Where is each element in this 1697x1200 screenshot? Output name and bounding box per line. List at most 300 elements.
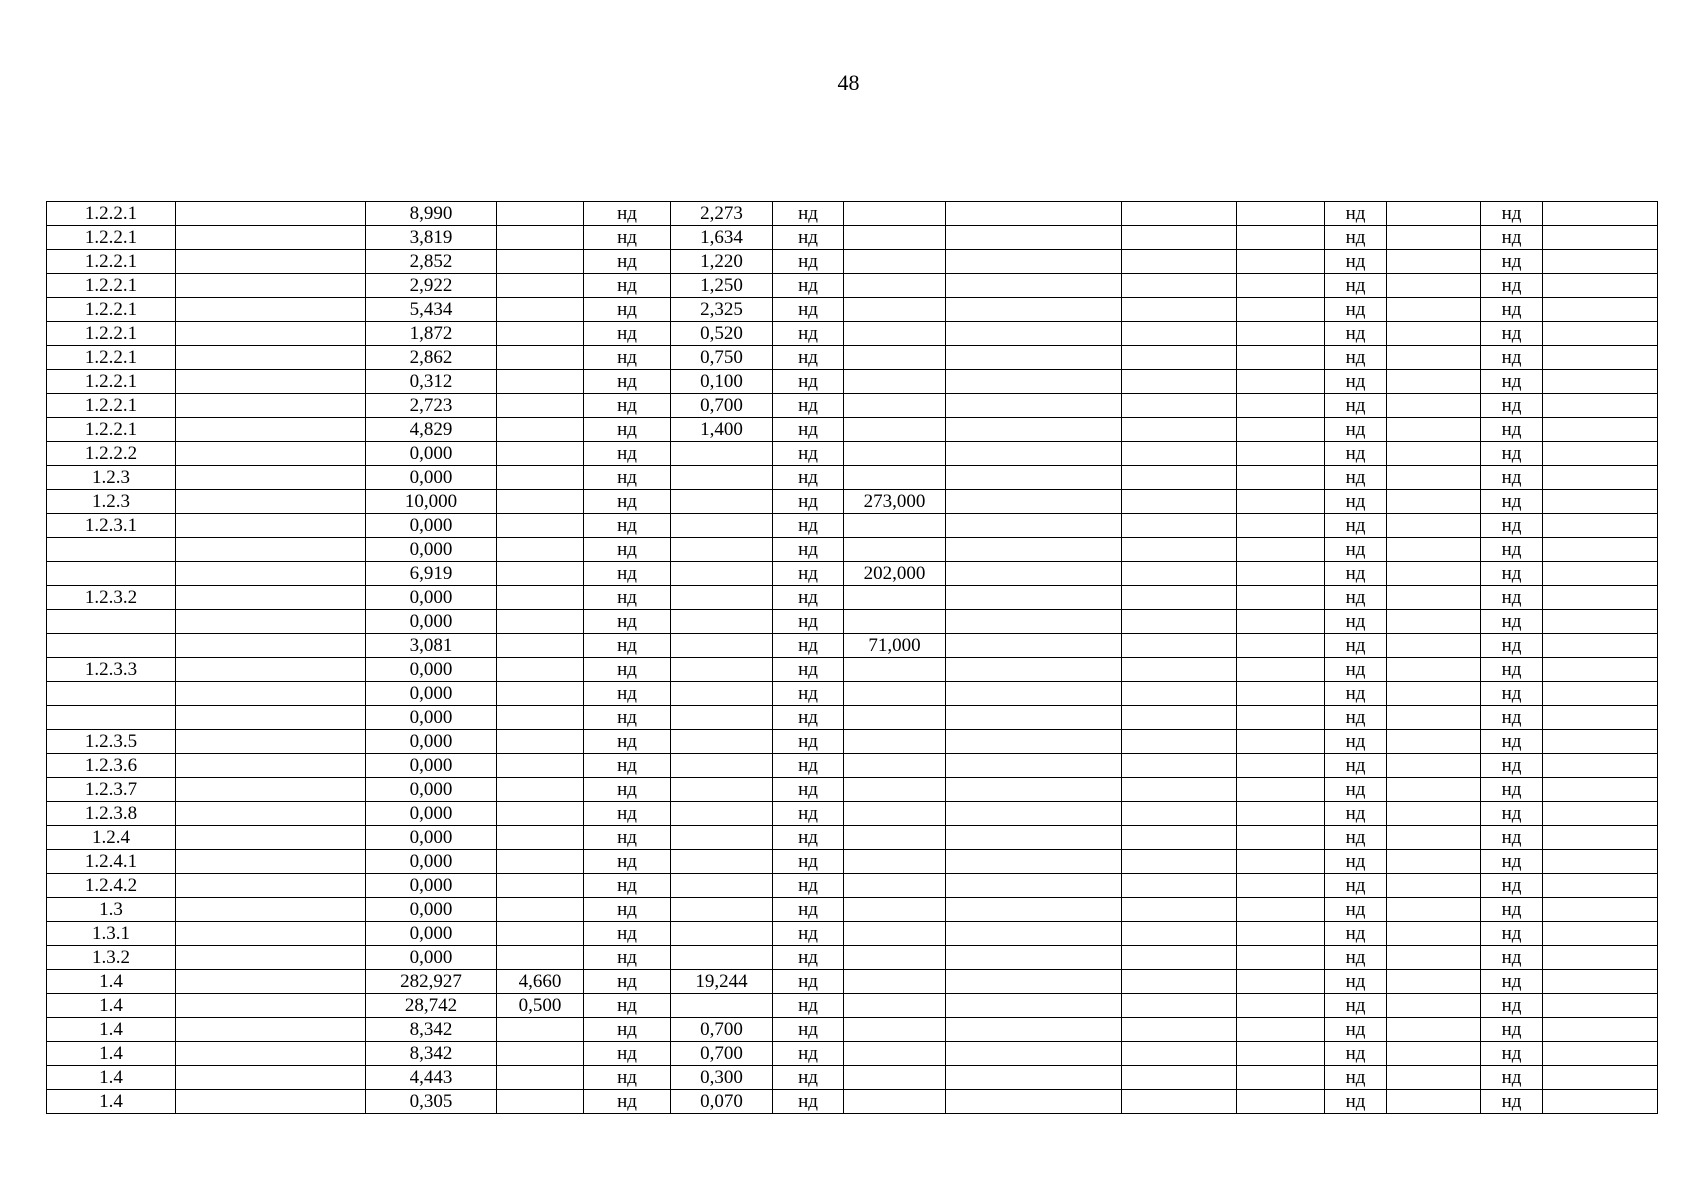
table-cell	[844, 682, 946, 706]
table-cell: нд	[773, 706, 844, 730]
table-cell	[176, 730, 366, 754]
table-cell: 0,000	[366, 586, 497, 610]
table-cell	[1237, 874, 1325, 898]
table-cell: 1,400	[671, 418, 773, 442]
table-cell: нд	[1481, 922, 1543, 946]
table-cell	[1387, 394, 1481, 418]
table-cell: 1.2.2.1	[47, 346, 176, 370]
table-cell	[946, 706, 1122, 730]
table-cell	[176, 946, 366, 970]
table-cell	[1387, 1066, 1481, 1090]
table-cell	[844, 922, 946, 946]
table-cell: 8,342	[366, 1018, 497, 1042]
table-cell	[1122, 850, 1237, 874]
table-cell	[1237, 682, 1325, 706]
table-cell	[1387, 682, 1481, 706]
table-cell	[844, 874, 946, 898]
table-cell: нд	[773, 346, 844, 370]
table-cell	[1122, 730, 1237, 754]
table-cell	[946, 514, 1122, 538]
table-cell	[1237, 442, 1325, 466]
table-cell	[946, 250, 1122, 274]
table-cell: 1,634	[671, 226, 773, 250]
table-cell: нд	[1325, 514, 1387, 538]
table-cell	[946, 322, 1122, 346]
table-cell	[176, 802, 366, 826]
table-cell: нд	[773, 874, 844, 898]
table-cell	[497, 394, 584, 418]
table-cell: 0,000	[366, 538, 497, 562]
table-cell	[176, 250, 366, 274]
table-cell: 1.2.2.2	[47, 442, 176, 466]
table-cell	[176, 586, 366, 610]
table-cell	[1122, 418, 1237, 442]
table-cell	[1237, 322, 1325, 346]
table-cell: 0,000	[366, 802, 497, 826]
table-cell	[1237, 658, 1325, 682]
table-cell: 1.4	[47, 1018, 176, 1042]
table-cell: нд	[1481, 682, 1543, 706]
table-cell: нд	[773, 274, 844, 298]
table-row	[47, 898, 1658, 922]
table-cell: нд	[773, 442, 844, 466]
table-cell: нд	[584, 634, 671, 658]
table-cell	[497, 514, 584, 538]
table-cell: 1.2.4.1	[47, 850, 176, 874]
table-cell	[1237, 490, 1325, 514]
table-cell	[1387, 202, 1481, 226]
table-cell: нд	[1325, 634, 1387, 658]
table-row	[47, 1090, 1658, 1114]
table-row	[47, 442, 1658, 466]
table-row	[47, 682, 1658, 706]
table-cell	[844, 994, 946, 1018]
table-cell: 0,070	[671, 1090, 773, 1114]
table-cell: нд	[584, 1090, 671, 1114]
table-cell: нд	[773, 946, 844, 970]
table-row	[47, 226, 1658, 250]
table-cell	[946, 634, 1122, 658]
table-cell	[1237, 298, 1325, 322]
table-cell	[1387, 1018, 1481, 1042]
table-cell	[844, 1042, 946, 1066]
table-cell	[844, 370, 946, 394]
table-cell: нд	[1481, 1090, 1543, 1114]
table-row	[47, 1018, 1658, 1042]
table-cell	[671, 442, 773, 466]
page-number: 48	[837, 70, 860, 95]
table-cell	[671, 922, 773, 946]
table-cell: нд	[1481, 538, 1543, 562]
table-cell	[1122, 538, 1237, 562]
table-row	[47, 586, 1658, 610]
table-cell: нд	[1481, 730, 1543, 754]
table-cell: нд	[773, 226, 844, 250]
table-cell: нд	[773, 682, 844, 706]
table-cell	[1543, 1066, 1658, 1090]
table-cell	[671, 538, 773, 562]
table-cell: нд	[1481, 1066, 1543, 1090]
table-cell: нд	[1481, 490, 1543, 514]
table-cell: 1.2.3.5	[47, 730, 176, 754]
table-cell	[671, 490, 773, 514]
table-cell: нд	[584, 562, 671, 586]
table-cell	[1543, 898, 1658, 922]
table-cell: 1.2.3.3	[47, 658, 176, 682]
table-cell	[1122, 586, 1237, 610]
table-row	[47, 730, 1658, 754]
table-cell: 1,220	[671, 250, 773, 274]
table-cell: 1,872	[366, 322, 497, 346]
table-cell	[1387, 970, 1481, 994]
table-cell: нд	[584, 274, 671, 298]
table-row	[47, 922, 1658, 946]
table-cell: 0,000	[366, 466, 497, 490]
table-cell	[1387, 754, 1481, 778]
table-cell: 1.2.2.1	[47, 202, 176, 226]
table-cell	[497, 538, 584, 562]
table-cell: нд	[773, 538, 844, 562]
table-cell: нд	[584, 466, 671, 490]
table-cell: 2,852	[366, 250, 497, 274]
table-cell: нд	[1325, 922, 1387, 946]
table-cell: 0,000	[366, 898, 497, 922]
table-cell	[946, 226, 1122, 250]
table-cell	[1387, 922, 1481, 946]
table-cell: нд	[584, 514, 671, 538]
table-cell	[844, 802, 946, 826]
table-cell: 0,000	[366, 730, 497, 754]
table-cell: нд	[1325, 346, 1387, 370]
table-cell: нд	[773, 1042, 844, 1066]
table-cell	[1237, 754, 1325, 778]
table-cell: 6,919	[366, 562, 497, 586]
table-cell: нд	[773, 202, 844, 226]
table-row	[47, 706, 1658, 730]
table-cell	[844, 514, 946, 538]
table-cell: нд	[1325, 442, 1387, 466]
table-cell: 0,700	[671, 1018, 773, 1042]
table-cell	[1543, 586, 1658, 610]
table-cell	[1122, 682, 1237, 706]
table-cell: нд	[1481, 970, 1543, 994]
table-cell	[176, 226, 366, 250]
table-cell	[1543, 394, 1658, 418]
table-cell	[844, 250, 946, 274]
table-cell: нд	[1481, 466, 1543, 490]
table-cell: 1.2.4	[47, 826, 176, 850]
table-cell: нд	[1325, 370, 1387, 394]
table-cell	[1122, 1018, 1237, 1042]
table-cell	[1543, 418, 1658, 442]
table-cell	[1543, 226, 1658, 250]
table-cell	[1237, 346, 1325, 370]
table-cell	[844, 346, 946, 370]
table-cell: нд	[1481, 370, 1543, 394]
table-cell	[1543, 250, 1658, 274]
table-cell: нд	[1481, 706, 1543, 730]
table-cell	[1122, 898, 1237, 922]
table-cell: нд	[1325, 394, 1387, 418]
table-cell: нд	[1481, 394, 1543, 418]
table-cell	[497, 946, 584, 970]
table-cell: 1.2.2.1	[47, 370, 176, 394]
table-cell: нд	[773, 754, 844, 778]
table-cell: нд	[1325, 1042, 1387, 1066]
table-cell	[497, 226, 584, 250]
table-cell	[946, 202, 1122, 226]
table-cell: нд	[773, 514, 844, 538]
table-cell: нд	[1325, 706, 1387, 730]
table-row	[47, 946, 1658, 970]
table-cell: нд	[773, 826, 844, 850]
table-cell: нд	[584, 202, 671, 226]
table-cell: нд	[773, 298, 844, 322]
table-cell: 1.2.3	[47, 490, 176, 514]
table-cell: нд	[584, 730, 671, 754]
table-cell: 1.2.2.1	[47, 226, 176, 250]
table-cell: 1.2.3.6	[47, 754, 176, 778]
table-cell: 0,000	[366, 778, 497, 802]
table-cell	[1122, 202, 1237, 226]
table-cell: нд	[1325, 778, 1387, 802]
table-cell	[1122, 826, 1237, 850]
table-cell	[1122, 706, 1237, 730]
data-table	[46, 201, 1658, 1114]
table-row	[47, 346, 1658, 370]
table-cell	[671, 610, 773, 634]
table-cell	[176, 1042, 366, 1066]
table-cell	[1387, 1090, 1481, 1114]
table-cell	[1122, 1066, 1237, 1090]
table-cell	[671, 682, 773, 706]
table-cell	[1387, 370, 1481, 394]
table-cell: 1.2.2.1	[47, 298, 176, 322]
table-cell	[497, 634, 584, 658]
table-cell	[497, 322, 584, 346]
table-cell: нд	[1481, 778, 1543, 802]
table-cell	[844, 1066, 946, 1090]
table-cell: нд	[1325, 970, 1387, 994]
table-cell: нд	[584, 298, 671, 322]
table-cell: 0,000	[366, 442, 497, 466]
table-cell	[1543, 970, 1658, 994]
table-cell	[844, 730, 946, 754]
table-cell: нд	[1325, 946, 1387, 970]
table-cell: 8,990	[366, 202, 497, 226]
table-cell: 1.4	[47, 1042, 176, 1066]
table-cell: нд	[1481, 346, 1543, 370]
table-cell: нд	[1325, 610, 1387, 634]
table-cell	[1122, 778, 1237, 802]
table-cell	[176, 754, 366, 778]
table-cell: 1.2.2.1	[47, 274, 176, 298]
table-cell: нд	[1481, 634, 1543, 658]
table-cell	[176, 874, 366, 898]
table-cell	[1122, 1042, 1237, 1066]
table-cell: нд	[773, 490, 844, 514]
table-cell	[497, 586, 584, 610]
table-cell: нд	[584, 250, 671, 274]
table-cell: 0,000	[366, 946, 497, 970]
table-cell	[47, 634, 176, 658]
table-cell: нд	[1325, 682, 1387, 706]
table-cell	[176, 562, 366, 586]
table-cell	[176, 658, 366, 682]
table-cell	[946, 826, 1122, 850]
table-cell	[1237, 850, 1325, 874]
table-cell	[844, 754, 946, 778]
table-cell	[497, 682, 584, 706]
table-cell: нд	[584, 802, 671, 826]
table-row	[47, 538, 1658, 562]
table-cell	[1387, 610, 1481, 634]
table-cell: нд	[584, 706, 671, 730]
table-cell	[946, 610, 1122, 634]
table-row	[47, 658, 1658, 682]
table-cell: 1.2.3.7	[47, 778, 176, 802]
table-cell: нд	[773, 994, 844, 1018]
table-cell	[1122, 802, 1237, 826]
table-row	[47, 754, 1658, 778]
table-cell	[946, 418, 1122, 442]
table-cell	[1387, 250, 1481, 274]
table-cell: нд	[773, 778, 844, 802]
table-cell: 0,305	[366, 1090, 497, 1114]
table-cell	[671, 754, 773, 778]
table-cell	[1543, 802, 1658, 826]
table-cell	[946, 802, 1122, 826]
table-cell	[844, 394, 946, 418]
table-cell: 0,000	[366, 874, 497, 898]
table-cell	[844, 418, 946, 442]
table-cell	[1387, 322, 1481, 346]
table-cell	[1387, 346, 1481, 370]
table-cell: нд	[1325, 898, 1387, 922]
table-cell: нд	[584, 322, 671, 346]
table-cell	[1387, 778, 1481, 802]
table-cell	[1237, 370, 1325, 394]
table-cell: 2,723	[366, 394, 497, 418]
table-cell	[671, 946, 773, 970]
table-cell: нд	[1325, 562, 1387, 586]
table-cell: нд	[1481, 274, 1543, 298]
table-cell	[946, 898, 1122, 922]
table-cell	[1543, 610, 1658, 634]
table-cell	[497, 754, 584, 778]
table-cell	[1387, 514, 1481, 538]
table-cell	[844, 442, 946, 466]
table-cell	[844, 322, 946, 346]
table-row	[47, 1066, 1658, 1090]
table-cell: 1.2.4.2	[47, 874, 176, 898]
table-row	[47, 322, 1658, 346]
table-cell	[946, 1066, 1122, 1090]
table-cell	[1387, 586, 1481, 610]
table-cell	[176, 538, 366, 562]
table-cell: нд	[1481, 442, 1543, 466]
table-cell	[844, 586, 946, 610]
table-cell	[1237, 1018, 1325, 1042]
table-cell: 1.3.2	[47, 946, 176, 970]
table-cell: нд	[1481, 298, 1543, 322]
table-cell	[1543, 850, 1658, 874]
table-cell	[1237, 946, 1325, 970]
table-cell: 1.4	[47, 1090, 176, 1114]
table-cell	[1237, 826, 1325, 850]
table-cell	[1387, 562, 1481, 586]
table-cell	[1387, 994, 1481, 1018]
table-cell	[1543, 490, 1658, 514]
table-cell	[1543, 754, 1658, 778]
table-cell: нд	[773, 610, 844, 634]
table-cell	[1237, 730, 1325, 754]
table-cell	[176, 826, 366, 850]
table-row	[47, 610, 1658, 634]
table-cell	[946, 490, 1122, 514]
table-cell	[844, 298, 946, 322]
table-cell	[844, 826, 946, 850]
table-cell	[1543, 538, 1658, 562]
table-row	[47, 802, 1658, 826]
table-cell	[844, 946, 946, 970]
table-cell	[671, 994, 773, 1018]
table-cell	[1543, 730, 1658, 754]
table-cell	[1122, 922, 1237, 946]
table-cell: 10,000	[366, 490, 497, 514]
table-cell: 0,700	[671, 1042, 773, 1066]
table-cell: нд	[1481, 610, 1543, 634]
table-cell	[1543, 442, 1658, 466]
table-cell	[176, 490, 366, 514]
table-row	[47, 778, 1658, 802]
table-cell: нд	[773, 250, 844, 274]
table-cell: нд	[1325, 658, 1387, 682]
table-cell: 1.2.3.8	[47, 802, 176, 826]
table-cell	[1122, 490, 1237, 514]
table-cell: нд	[1481, 202, 1543, 226]
table-cell	[1387, 802, 1481, 826]
table-cell	[47, 562, 176, 586]
table-cell	[1122, 346, 1237, 370]
table-cell: 5,434	[366, 298, 497, 322]
table-row	[47, 874, 1658, 898]
table-cell: нд	[1325, 874, 1387, 898]
table-cell	[176, 346, 366, 370]
table-cell: нд	[584, 538, 671, 562]
table-row	[47, 370, 1658, 394]
table-cell: нд	[1325, 490, 1387, 514]
table-cell	[1387, 466, 1481, 490]
table-row	[47, 850, 1658, 874]
table-cell: нд	[773, 418, 844, 442]
table-cell	[1543, 946, 1658, 970]
table-cell	[1387, 274, 1481, 298]
table-cell	[1543, 874, 1658, 898]
table-cell	[497, 706, 584, 730]
table-cell	[176, 850, 366, 874]
table-cell	[1122, 514, 1237, 538]
table-cell	[1543, 826, 1658, 850]
table-cell	[1387, 706, 1481, 730]
table-cell	[1122, 298, 1237, 322]
table-cell	[1387, 874, 1481, 898]
table-cell	[1237, 466, 1325, 490]
table-cell	[176, 898, 366, 922]
table-cell	[1387, 658, 1481, 682]
table-cell: нд	[584, 442, 671, 466]
table-cell: нд	[584, 346, 671, 370]
